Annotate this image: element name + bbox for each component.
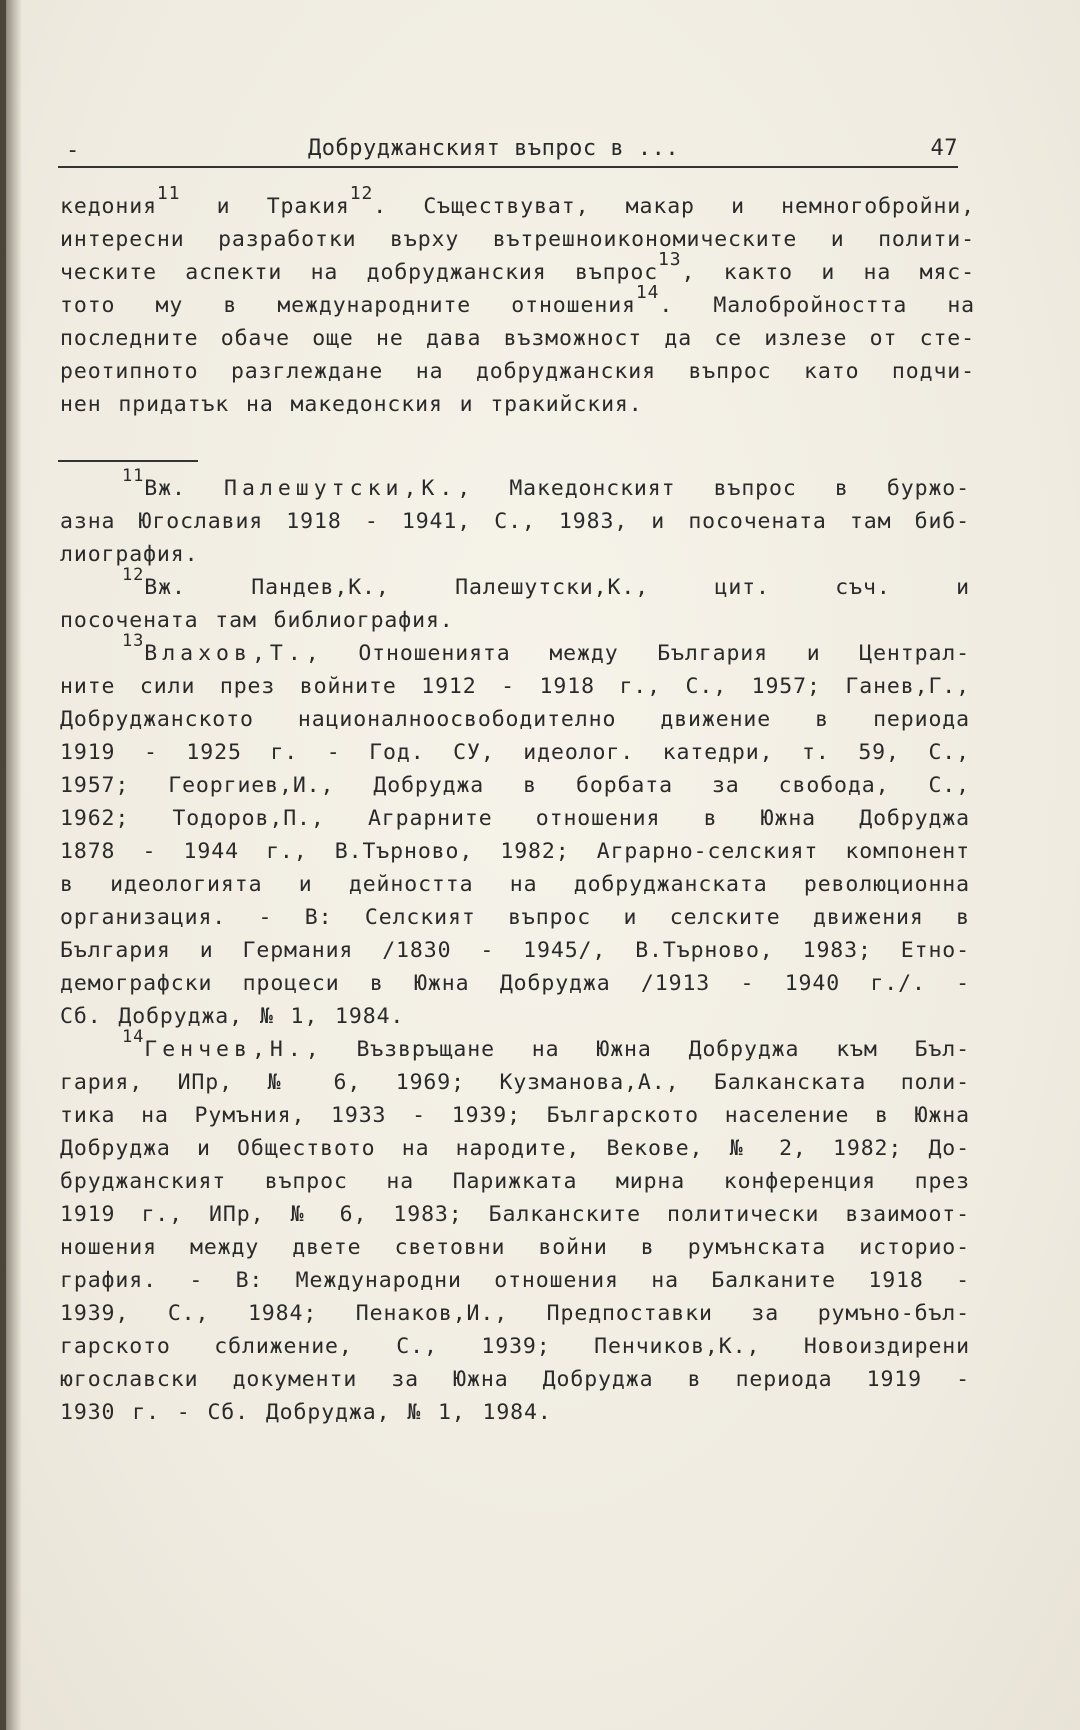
body-line: нен придатък на македонския и тракийския. [60, 392, 643, 417]
footnote-12: $^{12}$Вж. Пандев,К., Палешутски,К., цит. съч. и [122, 565, 970, 600]
footnote-line: 1930 г. - Сб. Добруджа, № 1, 1984. [60, 1400, 552, 1425]
footnote-number: 11 [122, 466, 145, 486]
body-line: ческите аспекти на добруджанския въпрос$^{13}$, както и на мяс- [60, 249, 975, 285]
footnote-author: Палешутски,К. [224, 476, 458, 501]
running-header [58, 132, 958, 166]
footnote-number: 14 [122, 1027, 145, 1047]
body-line: реотипното разглеждане на добруджанския въпрос като подчи- [60, 359, 975, 384]
footnote-line: ните сили през войните 1912 - 1918 г., С., 1957; Ганев,Г., [60, 674, 970, 699]
footnote-line: гария, ИПр, № 6, 1969; Кузманова,А., Балканската поли- [60, 1070, 970, 1095]
footnote-line: тика на Румъния, 1933 - 1939; Българското население в Южна [60, 1103, 970, 1128]
footnote-line: 1919 г., ИПр, № 6, 1983; Балканските политически взаимоот- [60, 1202, 970, 1227]
footnote-13: $^{13}$Влахов,Т., Отношенията между България и Централ- [122, 631, 970, 666]
footnote-ref-12: 12 [349, 183, 374, 204]
footnote-line: демографски процеси в Южна Добруджа /1913 - 1940 г./. - [60, 971, 970, 996]
footnote-line: лиография. [60, 542, 199, 567]
footnote-14: $^{14}$Генчев,Н., Възвръщане на Южна Добруджа към Бъл- [122, 1027, 970, 1062]
header-rule [58, 166, 958, 168]
body-line: интересни разработки върху вътрешноикономическите и полити- [60, 227, 975, 252]
footnote-line: ношения между двете световни войни в румънската историо- [60, 1235, 970, 1260]
footnote-author: Влахов,Т. [144, 641, 306, 666]
footnote-line: в идеологията и дейността на добруджанската революционна [60, 872, 970, 897]
body-line: последните обаче още не дава възможност да се излезе от сте- [60, 326, 975, 351]
body-line: кедония$^{11}$ и Тракия$^{12}$. Съществуват, макар и немногобройни, [60, 183, 975, 219]
footnote-line: Сб. Добруджа, № 1, 1984. [60, 1004, 405, 1029]
footnote-line: Добруджа и Обществото на народите, Векове, № 2, 1982; До- [60, 1136, 970, 1161]
footnote-line: 1878 - 1944 г., В.Търново, 1982; Аграрно-селският компонент [60, 839, 970, 864]
footnote-line: Добруджанското националноосвободително движение в периода [60, 707, 970, 732]
footnote-line: азна Югославия 1918 - 1941, С., 1983, и посочената там биб- [60, 509, 970, 534]
footnote-ref-13: 13 [658, 249, 682, 270]
footnote-ref-14: 14 [635, 282, 660, 303]
footnote-separator [58, 460, 198, 462]
page-number: 47 [930, 136, 958, 161]
body-line: тото му в международните отношения$^{14}$. Малобройността на [60, 282, 976, 318]
footnote-line: гарското сближение, С., 1939; Пенчиков,К., Новоиздирени [60, 1334, 970, 1359]
binding-edge [0, 0, 6, 1730]
footnote-line: 1962; Тодоров,П., Аграрните отношения в Южна Добруджа [60, 806, 970, 831]
body-paragraph [60, 183, 976, 421]
footnote-number: 13 [122, 631, 145, 651]
header-dash: - [66, 138, 80, 163]
footnote-11: $^{11}$Вж. Палешутски,К., Македонският въпрос в буржо- [122, 466, 970, 501]
footnotes [60, 466, 970, 1429]
footnote-line: графия. - В: Международни отношения на Балканите 1918 - [60, 1268, 970, 1293]
footnote-number: 12 [122, 565, 145, 585]
footnote-line: 1957; Георгиев,И., Добруджа в борбата за свобода, С., [60, 773, 970, 798]
footnote-author: Генчев,Н. [144, 1037, 306, 1062]
footnote-line: 1919 - 1925 г. - Год. СУ, идеолог. катедри, т. 59, С., [60, 740, 970, 765]
footnote-line: югославски документи за Южна Добруджа в периода 1919 - [60, 1367, 970, 1392]
footnote-ref-11: 11 [156, 183, 181, 204]
running-title: Добруджанският въпрос в ... [308, 136, 680, 161]
footnote-line: България и Германия /1830 - 1945/, В.Търново, 1983; Етно- [60, 938, 970, 963]
footnote-line: организация. - В: Селският въпрос и селските движения в [60, 905, 970, 930]
footnote-line: 1939, С., 1984; Пенаков,И., Предпоставки за румъно-бъл- [60, 1301, 970, 1326]
footnote-line: посочената там библиография. [60, 608, 454, 633]
footnote-line: бруджанският въпрос на Парижката мирна конференция през [60, 1169, 970, 1194]
